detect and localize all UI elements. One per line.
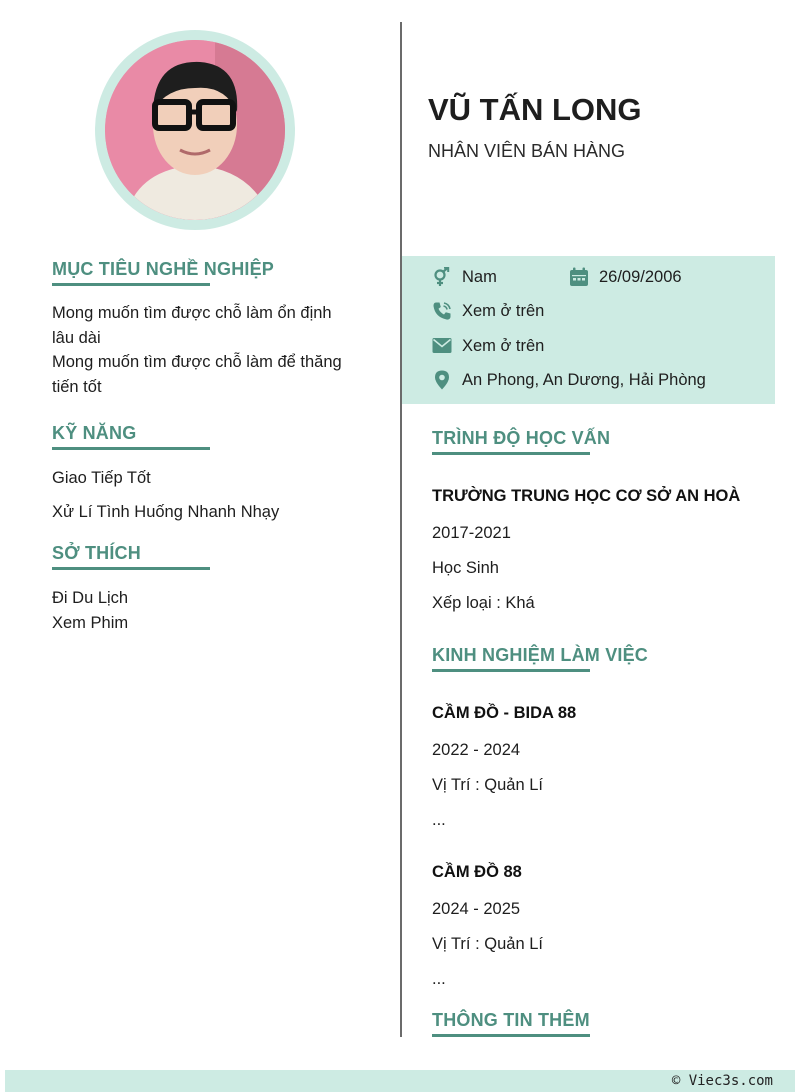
extra-info-underline: [432, 1034, 590, 1037]
education-heading: TRÌNH ĐỘ HỌC VẤN: [432, 428, 611, 448]
job-title: NHÂN VIÊN BÁN HÀNG: [428, 141, 626, 161]
job-position: Vị Trí : Quản Lí: [432, 776, 543, 794]
hobby-item: Xem Phim: [52, 613, 129, 632]
job-company: CẦM ĐỒ 88: [432, 863, 522, 881]
location-icon: [432, 370, 452, 390]
email-value: Xem ở trên: [462, 337, 545, 355]
hobbies-underline: [52, 567, 210, 570]
skills-heading: KỸ NĂNG: [52, 423, 137, 443]
phone-value: Xem ở trên: [462, 302, 545, 320]
column-divider: [400, 22, 402, 1037]
job-detail: ...: [432, 970, 446, 988]
skill-item: Giao Tiếp Tốt: [52, 469, 151, 487]
skills-underline: [52, 447, 210, 450]
hobbies-heading: SỞ THÍCH: [52, 543, 141, 563]
education-grade: Xếp loại : Khá: [432, 594, 535, 612]
job-period: 2024 - 2025: [432, 900, 521, 918]
objective-underline: [52, 283, 210, 286]
experience-heading: KINH NGHIỆM LÀM VIỆC: [432, 645, 649, 665]
footer-bar: [5, 1070, 795, 1092]
objective-line: lâu dài: [52, 328, 101, 347]
education-underline: [432, 452, 590, 455]
hobby-item: Đi Du Lịch: [52, 589, 129, 607]
job-position: Vị Trí : Quản Lí: [432, 935, 543, 953]
phone-icon: [432, 301, 452, 321]
job-period: 2022 - 2024: [432, 741, 521, 759]
school-name: TRƯỜNG TRUNG HỌC CƠ SỞ AN HOÀ: [432, 487, 741, 505]
objective-line: Mong muốn tìm được chỗ làm ổn định: [52, 304, 332, 322]
objective-line: Mong muốn tìm được chỗ làm để thăng: [52, 353, 342, 371]
gender-icon: [432, 267, 452, 287]
objective-heading: MỤC TIÊU NGHỀ NGHIỆP: [52, 259, 275, 279]
skill-item: Xử Lí Tình Huống Nhanh Nhạy: [52, 503, 280, 521]
education-role: Học Sinh: [432, 559, 499, 577]
calendar-icon: [569, 267, 589, 287]
address-value: An Phong, An Dương, Hải Phòng: [462, 371, 706, 389]
experience-underline: [432, 669, 590, 672]
objective-line: tiến tốt: [52, 377, 102, 396]
hobbies-list: [52, 586, 128, 635]
job-company: CẦM ĐỒ - BIDA 88: [432, 704, 577, 722]
birthday-value: 26/09/2006: [599, 268, 682, 286]
avatar: [95, 30, 295, 230]
candidate-name: VŨ TẤN LONG: [428, 92, 642, 127]
education-period: 2017-2021: [432, 524, 511, 542]
profile-photo: [105, 40, 285, 220]
extra-info-heading: THÔNG TIN THÊM: [432, 1010, 590, 1030]
email-icon: [432, 336, 452, 356]
objective-text: [52, 301, 362, 399]
gender-value: Nam: [462, 268, 497, 286]
job-detail: ...: [432, 811, 446, 829]
footer-credit[interactable]: © Viec3s.com: [671, 1073, 773, 1089]
